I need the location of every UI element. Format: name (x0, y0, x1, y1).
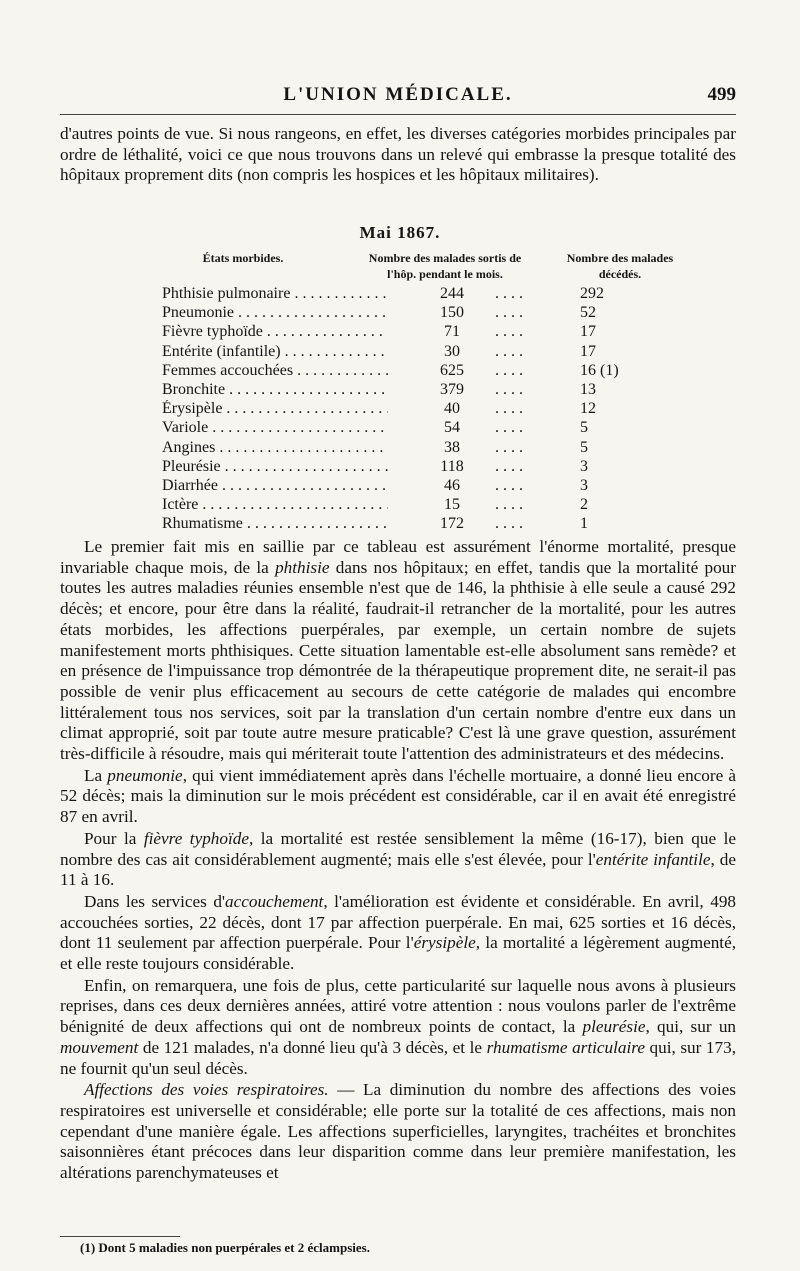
row-sortis: 625 (440, 361, 464, 379)
row-disease: Érysipèle . . . (162, 400, 388, 418)
row-sortis: 38 (444, 438, 460, 456)
row-disease: Pneumonie . . . (162, 304, 388, 322)
row-deces: 5 (580, 419, 588, 437)
emphasis: rhumatisme articulaire (486, 1037, 645, 1057)
row-disease: Pleurésie . . . (162, 458, 388, 476)
row-deces: 3 (580, 457, 588, 475)
row-deces: 12 (580, 400, 596, 418)
row-deces: 16 (1) (580, 361, 619, 379)
row-sortis: 40 (444, 400, 460, 418)
paragraph-pneumonie (60, 766, 736, 828)
running-header (60, 84, 736, 110)
row-deces: 17 (580, 323, 596, 341)
row-disease: Diarrhée . . . (162, 477, 388, 495)
paragraph-pleuresie (60, 976, 736, 1080)
row-deces: 2 (580, 496, 588, 514)
table-row (0, 381, 800, 400)
table-row (0, 285, 800, 304)
emphasis: érysipèle (413, 933, 476, 953)
table-caption: Mai 1867. (359, 223, 441, 242)
table-row (0, 496, 800, 515)
row-sortis: 30 (444, 342, 460, 360)
footnote-rule (60, 1236, 180, 1237)
column-header-etats: États morbides. (202, 251, 284, 265)
row-dots: . . . . (495, 304, 523, 322)
row-dots: . . . . (495, 496, 523, 514)
row-deces: 17 (580, 342, 596, 360)
row-dots: . . . . (495, 400, 523, 418)
text-run: La (84, 765, 108, 785)
emphasis: phthisie (275, 557, 330, 577)
emphasis: entérite infantile (595, 849, 711, 869)
footnote: (1) Dont 5 maladies non puerpérales et 2 éclampsies. (80, 1240, 370, 1255)
row-disease: Ictère . . . (162, 496, 388, 514)
row-deces: 5 (580, 438, 588, 456)
row-sortis: 71 (444, 323, 460, 341)
text-run: , qui, sur un (645, 1017, 737, 1037)
row-dots: . . . . (495, 515, 523, 533)
row-deces: 1 (580, 515, 588, 533)
row-sortis: 379 (440, 380, 464, 398)
text-run: Enfin, on remarquera, une fois de plus, cette particularité sur laquelle nous avons à plusieurs reprises, dans ces deux dernières années, attiré votre attention : nous voulons parler de l'extrême bénignité de deux affections qui ont de nombreux points de contact, la (60, 975, 736, 1037)
table-row (0, 477, 800, 496)
table-row (0, 304, 800, 323)
paragraph-accouchement (60, 892, 736, 975)
row-deces: 292 (580, 285, 604, 302)
emphasis: pleurésie (582, 1017, 646, 1037)
page-number: 499 (707, 84, 736, 105)
row-sortis: 244 (440, 285, 464, 302)
emphasis: pneumonie (107, 765, 183, 785)
table-row (0, 439, 800, 458)
row-disease: Rhumatisme . . . (162, 515, 388, 533)
row-sortis: 15 (444, 496, 460, 514)
row-disease: Variole . . . (162, 419, 388, 437)
intro-text: d'autres points de vue. Si nous rangeons, en effet, les diverses catégories morbides principales par ordre de léthalité, voici ce que nous trouvons dans un relevé qui embrasse la presque totalité des hôpitaux proprement dits (non compris les hospices et les hôpitaux militaires). (60, 124, 736, 185)
paragraph-phthisie (60, 537, 736, 765)
row-dots: . . . . (495, 457, 523, 475)
row-deces: 13 (580, 380, 596, 398)
row-disease: Phthisie pulmonaire . . . (162, 285, 388, 303)
text-run: Le premier fait mis en saillie par ce tableau est assurément l'énorme mortalité, presque invariable chaque mois, de la (60, 537, 736, 577)
commentary (60, 537, 736, 1185)
row-dots: . . . . (495, 342, 523, 360)
row-sortis: 150 (440, 304, 464, 322)
paragraph-voies-respiratoires (60, 1080, 736, 1184)
row-dots: . . . . (495, 323, 523, 341)
row-sortis: 46 (444, 476, 460, 494)
column-header-deces: Nombre des malades décédés. (566, 251, 674, 281)
row-disease: Femmes accouchées . . . (162, 362, 388, 380)
intro-paragraph (60, 124, 736, 186)
row-dots: . . . . (495, 476, 523, 494)
row-dots: . . . . (495, 361, 523, 379)
journal-title: L'UNION MÉDICALE. (283, 84, 513, 105)
text-run: , l'amélioration est évidente et considérable. En avril, 498 accouchées sorties, 22 décès, dont 17 par affection puerpérale. En mai, 625 sorties et 16 décès, dont 11 seulement par affection puerpérale. Pour l' (60, 891, 737, 953)
row-dots: . . . . (495, 285, 523, 302)
text-run: — La diminution du nombre des affections des voies respiratoires est universelle et considérable; elle porte sur la totalité de ces affections, mais non cependant d'une manière égale. Les affections superficielles, laryngites, trachéites et bronchites saisonnières étant précoces dans leur disparition comme dans leur première manifestation, les altérations parenchymateuses et (60, 1080, 736, 1183)
row-disease: Fièvre typhoïde . . . (162, 323, 388, 341)
text-run: dans nos hôpitaux; en effet, tandis que la mortalité pour toutes les autres maladies réunies ensemble n'est que de 146, la phthisie à elle seule a causé 292 décès; et encore, pour être dans la réalité, faudrait-il retrancher de la mortalité, pour les autres états morbides, les affections puerpérales, par exemple, un certain nombre de sujets manifestement morts phthisiques. Cette situation lamentable est-elle absolument sans remède? et en présence de l'impuissance trop démontrée de la thérapeutique proprement dite, ne serait-il pas possible de venir plus efficacement au secours de cette catégorie de malades qui encombre littéralement tous nos services, soit par la translation d'un certain nombre d'entre eux dans un climat approprié, soit par toute autre mesure praticable? C'est là une grave question, assurément très-difficile à résoudre, mais qui mériterait toute l'attention des administrateurs et des médecins. (60, 557, 736, 764)
row-dots: . . . . (495, 438, 523, 456)
emphasis: fièvre typhoïde (143, 828, 249, 848)
table-row (0, 515, 800, 534)
row-sortis: 54 (444, 419, 460, 437)
row-sortis: 118 (440, 457, 464, 475)
text-run: Dans les services d' (84, 891, 226, 911)
row-dots: . . . . (495, 380, 523, 398)
row-deces: 3 (580, 476, 588, 494)
table-row (0, 362, 800, 381)
text-run: , qui vient immédiatement après dans l'échelle mortuaire, a donné lieu encore à 52 décès; mais la diminution sur le mois précédent est considérable, car il en avait été enregistré 87 en avril. (60, 765, 736, 827)
mortality-table (0, 285, 800, 534)
row-disease: Entérite (infantile) . . . (162, 343, 388, 361)
text-run: , la mortalité a légèrement augmenté, et elle reste toujours considérable. (60, 933, 737, 974)
text-run: Pour la (84, 828, 144, 848)
table-row (0, 458, 800, 477)
table-row (0, 343, 800, 362)
header-rule (60, 114, 736, 115)
table-row (0, 323, 800, 342)
row-dots: . . . . (495, 419, 523, 437)
table-row (0, 400, 800, 419)
text-run: qui, sur 173, ne fournit qu'un seul décès. (60, 1037, 737, 1078)
emphasis: accouchement (225, 891, 324, 911)
row-disease: Bronchite . . . (162, 381, 388, 399)
column-header-sortis: Nombre des malades sortis de l'hôp. pendant le mois. (368, 251, 522, 281)
text-run: , la mortalité est restée sensiblement la même (16-17), bien que le nombre des cas ait considérablement augmenté; mais elle s'est élevée, pour l' (60, 828, 736, 869)
table-row (0, 419, 800, 438)
paragraph-fievre (60, 829, 736, 891)
row-sortis: 172 (440, 515, 464, 533)
text-run: de 121 malades, n'a donné lieu qu'à 3 décès, et le (138, 1037, 487, 1057)
section-heading: Affections des voies respiratoires. (84, 1080, 329, 1100)
emphasis: mouvement (60, 1037, 139, 1057)
text-run: , de 11 à 16. (60, 849, 736, 890)
row-disease: Angines . . . (162, 439, 388, 457)
row-deces: 52 (580, 304, 596, 322)
